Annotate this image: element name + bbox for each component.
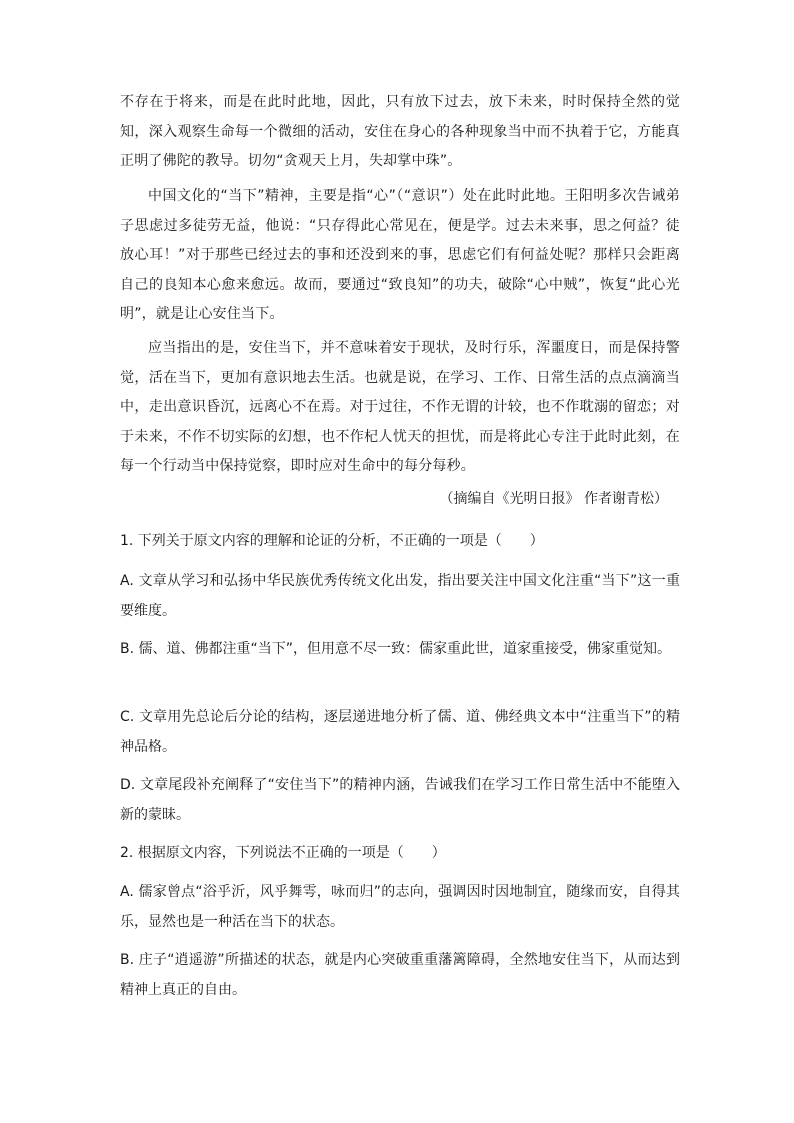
question-1-option-a: A. 文章从学习和弘扬中华民族优秀传统文化出发，指出要关注中国文化注重“当下”这一重要维度。 — [120, 573, 680, 619]
question-1-stem: 1. 下列关于原文内容的理解和论证的分析，不正确的一项是（ ） — [120, 533, 544, 549]
passage-source: （摘编自《光明日报》 作者谢青松） — [439, 491, 668, 507]
passage-paragraph-3: 应当指出的是，安住当下，并不意味着安于现状，及时行乐，浑噩度日，而是保持警觉，活在当下，更加有意识地去生活。也就是说，在学习、工作、日常生活的点点滴滴当中，走出意识昏沉，远离心不在焉。对于过往，不作无谓的计较，也不作耽溺的留恋；对于未来，不作不切实际的幻想，也不作杞人忧天的担忧，而是将此心专注于此时此刻，在每一个行动当中保持觉察，即时应对生命中的每分每秒。 — [120, 340, 680, 474]
passage-paragraph-2: 中国文化的“当下”精神，主要是指“心”（“意识”）处在此时此地。王阳明多次告诫弟子思虑过多徒劳无益，他说：“只存得此心常见在，便是学。过去未来事，思之何益？徒放心耳！”对于那些已经过去的事和还没到来的事，思虑它们有何益处呢？那样只会距离自己的良知本心愈来愈远。故而，要通过“致良知”的功夫，破除“心中贼”，恢复“此心光明”，就是让心安住当下。 — [120, 188, 680, 322]
question-2-stem: 2. 根据原文内容，下列说法不正确的一项是（ ） — [120, 845, 446, 861]
question-1-option-b: B. 儒、道、佛都注重“当下”，但用意不尽一致：儒家重此世，道家重接受，佛家重觉知。 — [120, 641, 672, 657]
question-2-option-b: B. 庄子“逍遥游”所描述的状态，就是内心突破重重藩篱障碍，全然地安住当下，从而达到精神上真正的自由。 — [120, 952, 680, 998]
question-1-option-c: C. 文章用先总论后分论的结构，逐层递进地分析了儒、道、佛经典文本中“注重当下”的精神品格。 — [120, 709, 680, 755]
question-2-option-a: A. 儒家曾点“浴乎沂，风乎舞雩，咏而归”的志向，强调因时因地制宜，随缘而安，自得其乐，显然也是一种活在当下的状态。 — [120, 884, 680, 930]
passage-paragraph-1: 不存在于将来，而是在此时此地，因此，只有放下过去，放下未来，时时保持全然的觉知，深入观察生命每一个微细的活动，安住在身心的各种现象当中而不执着于它，方能真正明了佛陀的教导。切勿“贪观天上月，失却掌中珠”。 — [120, 94, 680, 169]
question-1-option-d: D. 文章尾段补充阐释了“安住当下”的精神内涵，告诫我们在学习工作日常生活中不能堕入新的蒙昧。 — [120, 777, 680, 823]
